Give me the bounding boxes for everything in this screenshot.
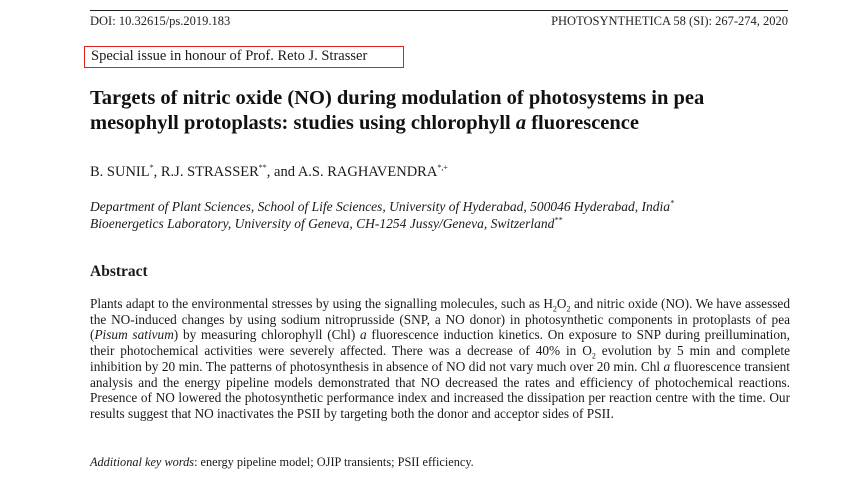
abstract-heading: Abstract bbox=[90, 263, 148, 280]
title-text-1: Targets of nitric oxide (NO) during modulation of photosystems in pea mesophyll protoplasts: studies using chlorophyll bbox=[90, 87, 705, 134]
affiliation-2-mark: ** bbox=[554, 215, 563, 225]
affiliation-1 bbox=[90, 198, 674, 215]
keywords-label: Additional key words bbox=[90, 455, 195, 469]
subscript: 2 bbox=[591, 351, 596, 361]
author-sep-1: , bbox=[153, 164, 161, 180]
doi-text[interactable]: DOI: 10.32615/ps.2019.183 bbox=[90, 14, 231, 28]
header-rule bbox=[90, 10, 788, 11]
abstract-text: fluorescence transient analysis and the energy pipeline models demonstrated that NO decreased the rates and efficiency of photochemical reactions. Presence of NO lowered the photosynthetic performance index and increased the dissipation per reaction centre with the time. Our results suggest that NO inactivates the PSII by targeting both the donor and acceptor sides of PSII. bbox=[90, 358, 790, 421]
abstract-italic: a bbox=[360, 327, 367, 343]
subscript: 2 bbox=[552, 304, 557, 314]
affiliation-1-mark: * bbox=[670, 198, 675, 208]
abstract-text: and nitric oxide (NO). We have assessed the NO-induced changes by using sodium nitroprusside (SNP, a NO donor) in photosynthetic components in protoplasts of pea ( bbox=[90, 296, 790, 343]
affiliation-2 bbox=[90, 215, 674, 232]
species-name: Pisum sativum bbox=[94, 327, 174, 343]
additional-keywords bbox=[90, 455, 474, 470]
abstract-text: ) by measuring chlorophyll (Chl) bbox=[173, 327, 361, 343]
abstract-text: O bbox=[556, 296, 567, 311]
author-1-mark: * bbox=[149, 163, 154, 173]
abstract-text: fluorescence induction kinetics. On exposure to SNP during preillumination, their photochemical activities were severely affected. There was a decrease of 40% in O bbox=[90, 327, 790, 359]
title-text-2: fluorescence bbox=[526, 112, 640, 134]
affiliation-1-text: Department of Plant Sciences, School of Life Sciences, University of Hyderabad, 500046 Hyderabad, India bbox=[90, 199, 671, 214]
title-italic: a bbox=[515, 112, 527, 134]
running-header bbox=[90, 14, 788, 29]
affiliations bbox=[90, 198, 674, 232]
author-1[interactable]: B. SUNIL bbox=[90, 164, 150, 180]
abstract-text: Plants adapt to the environmental stresses by using the signalling molecules, such as H bbox=[90, 296, 553, 311]
abstract-text: evolution by 5 min and complete inhibition by 20 min. The patterns of photosynthesis in absence of NO did not vary much over 20 min. Chl bbox=[90, 343, 790, 374]
author-3-mark: *,+ bbox=[437, 163, 448, 173]
abstract-body bbox=[90, 296, 790, 422]
paper-title bbox=[90, 86, 780, 136]
author-list bbox=[90, 164, 448, 181]
author-sep-2: , and bbox=[266, 164, 298, 180]
author-2[interactable]: R.J. STRASSER bbox=[160, 164, 259, 180]
affiliation-2-text: Bioenergetics Laboratory, University of Geneva, CH-1254 Jussy/Geneva, Switzerland bbox=[90, 216, 555, 231]
journal-citation: PHOTOSYNTHETICA 58 (SI): 267-274, 2020 bbox=[551, 14, 788, 28]
special-issue-note: Special issue in honour of Prof. Reto J. Strasser bbox=[84, 46, 404, 68]
subscript: 2 bbox=[566, 304, 571, 314]
abstract-italic: a bbox=[663, 358, 671, 374]
keywords-text: : energy pipeline model; OJIP transients; PSII efficiency. bbox=[194, 455, 474, 469]
author-3[interactable]: A.S. RAGHAVENDRA bbox=[297, 164, 438, 180]
author-2-mark: ** bbox=[258, 163, 267, 173]
